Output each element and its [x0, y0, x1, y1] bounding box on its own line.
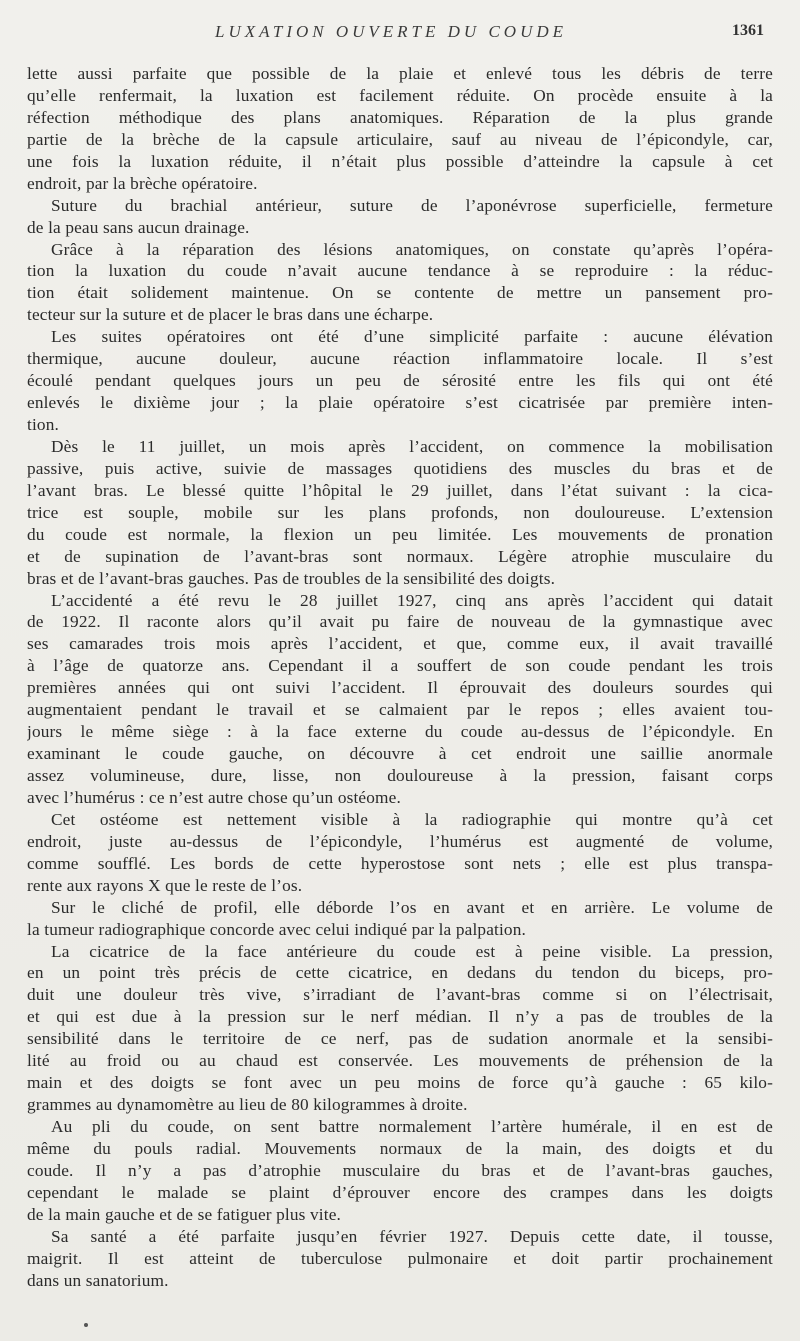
text-line: assez volumineuse, dure, lisse, non douloureuse à la pression, faisant corps [27, 766, 773, 785]
text-line: Suture du brachial antérieur, suture de l’aponévrose superficielle, fermeture [51, 195, 773, 215]
body-text [27, 63, 773, 1292]
text-line: La cicatrice de la face antérieure du coude est à peine visible. La pression, [51, 941, 773, 961]
text-line: cependant le malade se plaint d’éprouver encore des crampes dans les doigts [27, 1182, 773, 1202]
text-line: de la peau sans aucun drainage. [27, 217, 250, 237]
text-line: Les suites opératoires ont été d’une simplicité parfaite : aucune élévation [51, 327, 773, 347]
text-line: de la main gauche et de se fatiguer plus vite. [27, 1204, 342, 1224]
text-line: endroit, par la brèche opératoire. [27, 173, 258, 193]
page-number: 1361 [732, 22, 764, 39]
text-line: du coude est normale, la flexion un peu limitée. Les mouvements de pronation [27, 524, 773, 544]
text-line: examinant le coude gauche, on découvre à cet endroit une saillie anormale [27, 744, 773, 764]
text-line: réfection méthodique des plans anatomiques. Réparation de la plus grande [27, 107, 773, 127]
text-line: trice est souple, mobile sur les plans profonds, non douloureuse. L’extension [27, 502, 773, 522]
text-line: de 1922. Il raconte alors qu’il avait pu faire de nouveau de la gymnastique avec [27, 612, 773, 632]
text-line: Dès le 11 juillet, un mois après l’accident, on commence la mobilisation [51, 436, 773, 456]
text-line: Sa santé a été parfaite jusqu’en février 1927. Depuis cette date, il tousse, [51, 1226, 773, 1246]
text-line: passive, puis active, suivie de massages quotidiens des muscles du bras et de [27, 458, 773, 478]
text-line: L’accidenté a été revu le 28 juillet 1927, cinq ans après l’accident qui datait [51, 590, 773, 610]
text-line: à l’âge de quatorze ans. Cependant il a souffert de son coude pendant les trois [27, 656, 773, 676]
text-line: Cet ostéome est nettement visible à la radiographie qui montre qu’à cet [51, 809, 773, 829]
text-line: tecteur sur la suture et de placer le bras dans une écharpe. [27, 305, 434, 325]
text-line: Grâce à la réparation des lésions anatomiques, on constate qu’après l’opéra- [51, 239, 773, 259]
text-line: main et des doigts se font avec un peu moins de force qu’à gauche : 65 kilo- [27, 1073, 773, 1093]
text-line: lité au froid ou au chaud est conservée. Les mouvements de préhension de la [27, 1051, 773, 1071]
text-line: la tumeur radiographique concorde avec celui indiqué par la palpation. [27, 919, 526, 939]
text-line: Au pli du coude, on sent battre normalement l’artère humérale, il en est de [51, 1117, 773, 1136]
text-line: tion. [27, 415, 59, 434]
text-line: rente aux rayons X que le reste de l’os. [27, 875, 303, 895]
text-line: augmentaient pendant le travail et se calmaient par le repos ; elles avaient tou- [27, 700, 773, 720]
text-line: tion la luxation du coude n’avait aucune tendance à se reproduire : la réduc- [27, 261, 773, 281]
text-line: Sur le cliché de profil, elle déborde l’os en avant et en arrière. Le volume de [51, 897, 773, 917]
text-line: coude. Il n’y a pas d’atrophie musculaire du bras et de l’avant-bras gauches, [27, 1160, 773, 1180]
text-line: une fois la luxation réduite, il n’était plus possible d’atteindre la capsule à cet [27, 151, 773, 171]
text-line: lette aussi parfaite que possible de la plaie et enlevé tous les débris de terre [27, 64, 773, 83]
text-line: dans un sanatorium. [27, 1270, 169, 1290]
text-line: partie de la brèche de la capsule articulaire, sauf au niveau de l’épicondyle, car, [27, 129, 773, 149]
running-title: LUXATION OUVERTE DU COUDE [215, 22, 568, 41]
text-line: et de supination de l’avant-bras sont normaux. Légère atrophie musculaire du [27, 546, 773, 566]
text-line: premières années qui ont suivi l’accident. Il éprouvait des douleurs sourdes qui [27, 678, 773, 698]
text-line: sensibilité dans le territoire de ce nerf, pas de sudation anormale et la sensibi- [27, 1029, 773, 1049]
text-line: comme soufflé. Les bords de cette hyperostose sont nets ; elle est plus transpa- [27, 853, 773, 873]
text-line: qu’elle renfermait, la luxation est facilement réduite. On procède ensuite à la [27, 85, 773, 105]
text-line: l’avant bras. Le blessé quitte l’hôpital le 29 juillet, dans l’état suivant : la cica- [27, 480, 773, 500]
text-line: endroit, juste au-dessus de l’épicondyle, l’humérus est augmenté de volume, [27, 831, 773, 851]
text-line: en un point très précis de cette cicatrice, en dedans du tendon du biceps, pro- [27, 963, 773, 983]
text-line: maigrit. Il est atteint de tuberculose pulmonaire et doit partir prochainement [27, 1248, 773, 1268]
text-line: enlevés le dixième jour ; la plaie opératoire s’est cicatrisée par première inten- [27, 393, 773, 413]
text-line: avec l’humérus : ce n’est autre chose qu’un ostéome. [27, 787, 401, 807]
text-line: thermique, aucune douleur, aucune réaction inflammatoire locale. Il s’est [27, 349, 773, 369]
ink-dot [84, 1323, 88, 1327]
text-line: écoulé pendant quelques jours un peu de sérosité entre les fils qui ont été [27, 371, 773, 391]
text-line: ses camarades trois mois après l’accident, et que, comme eux, il avait travaillé [27, 634, 773, 654]
text-line: tion était solidement maintenue. On se contente de mettre un pansement pro- [27, 283, 773, 303]
text-line: bras et de l’avant-bras gauches. Pas de troubles de la sensibilité des doigts. [27, 568, 556, 588]
text-line: duit une douleur très vive, s’irradiant de l’avant-bras comme si on l’électrisait, [27, 985, 773, 1005]
running-head [0, 22, 800, 44]
text-line: et qui est due à la pression sur le nerf médian. Il n’y a pas de troubles de la [27, 1007, 773, 1027]
text-line: jours le même siège : à la face externe du coude au-dessus de l’épicondyle. En [27, 722, 773, 742]
text-line: grammes au dynamomètre au lieu de 80 kilogrammes à droite. [27, 1095, 468, 1115]
text-line: même du pouls radial. Mouvements normaux de la main, des doigts et du [27, 1138, 773, 1158]
